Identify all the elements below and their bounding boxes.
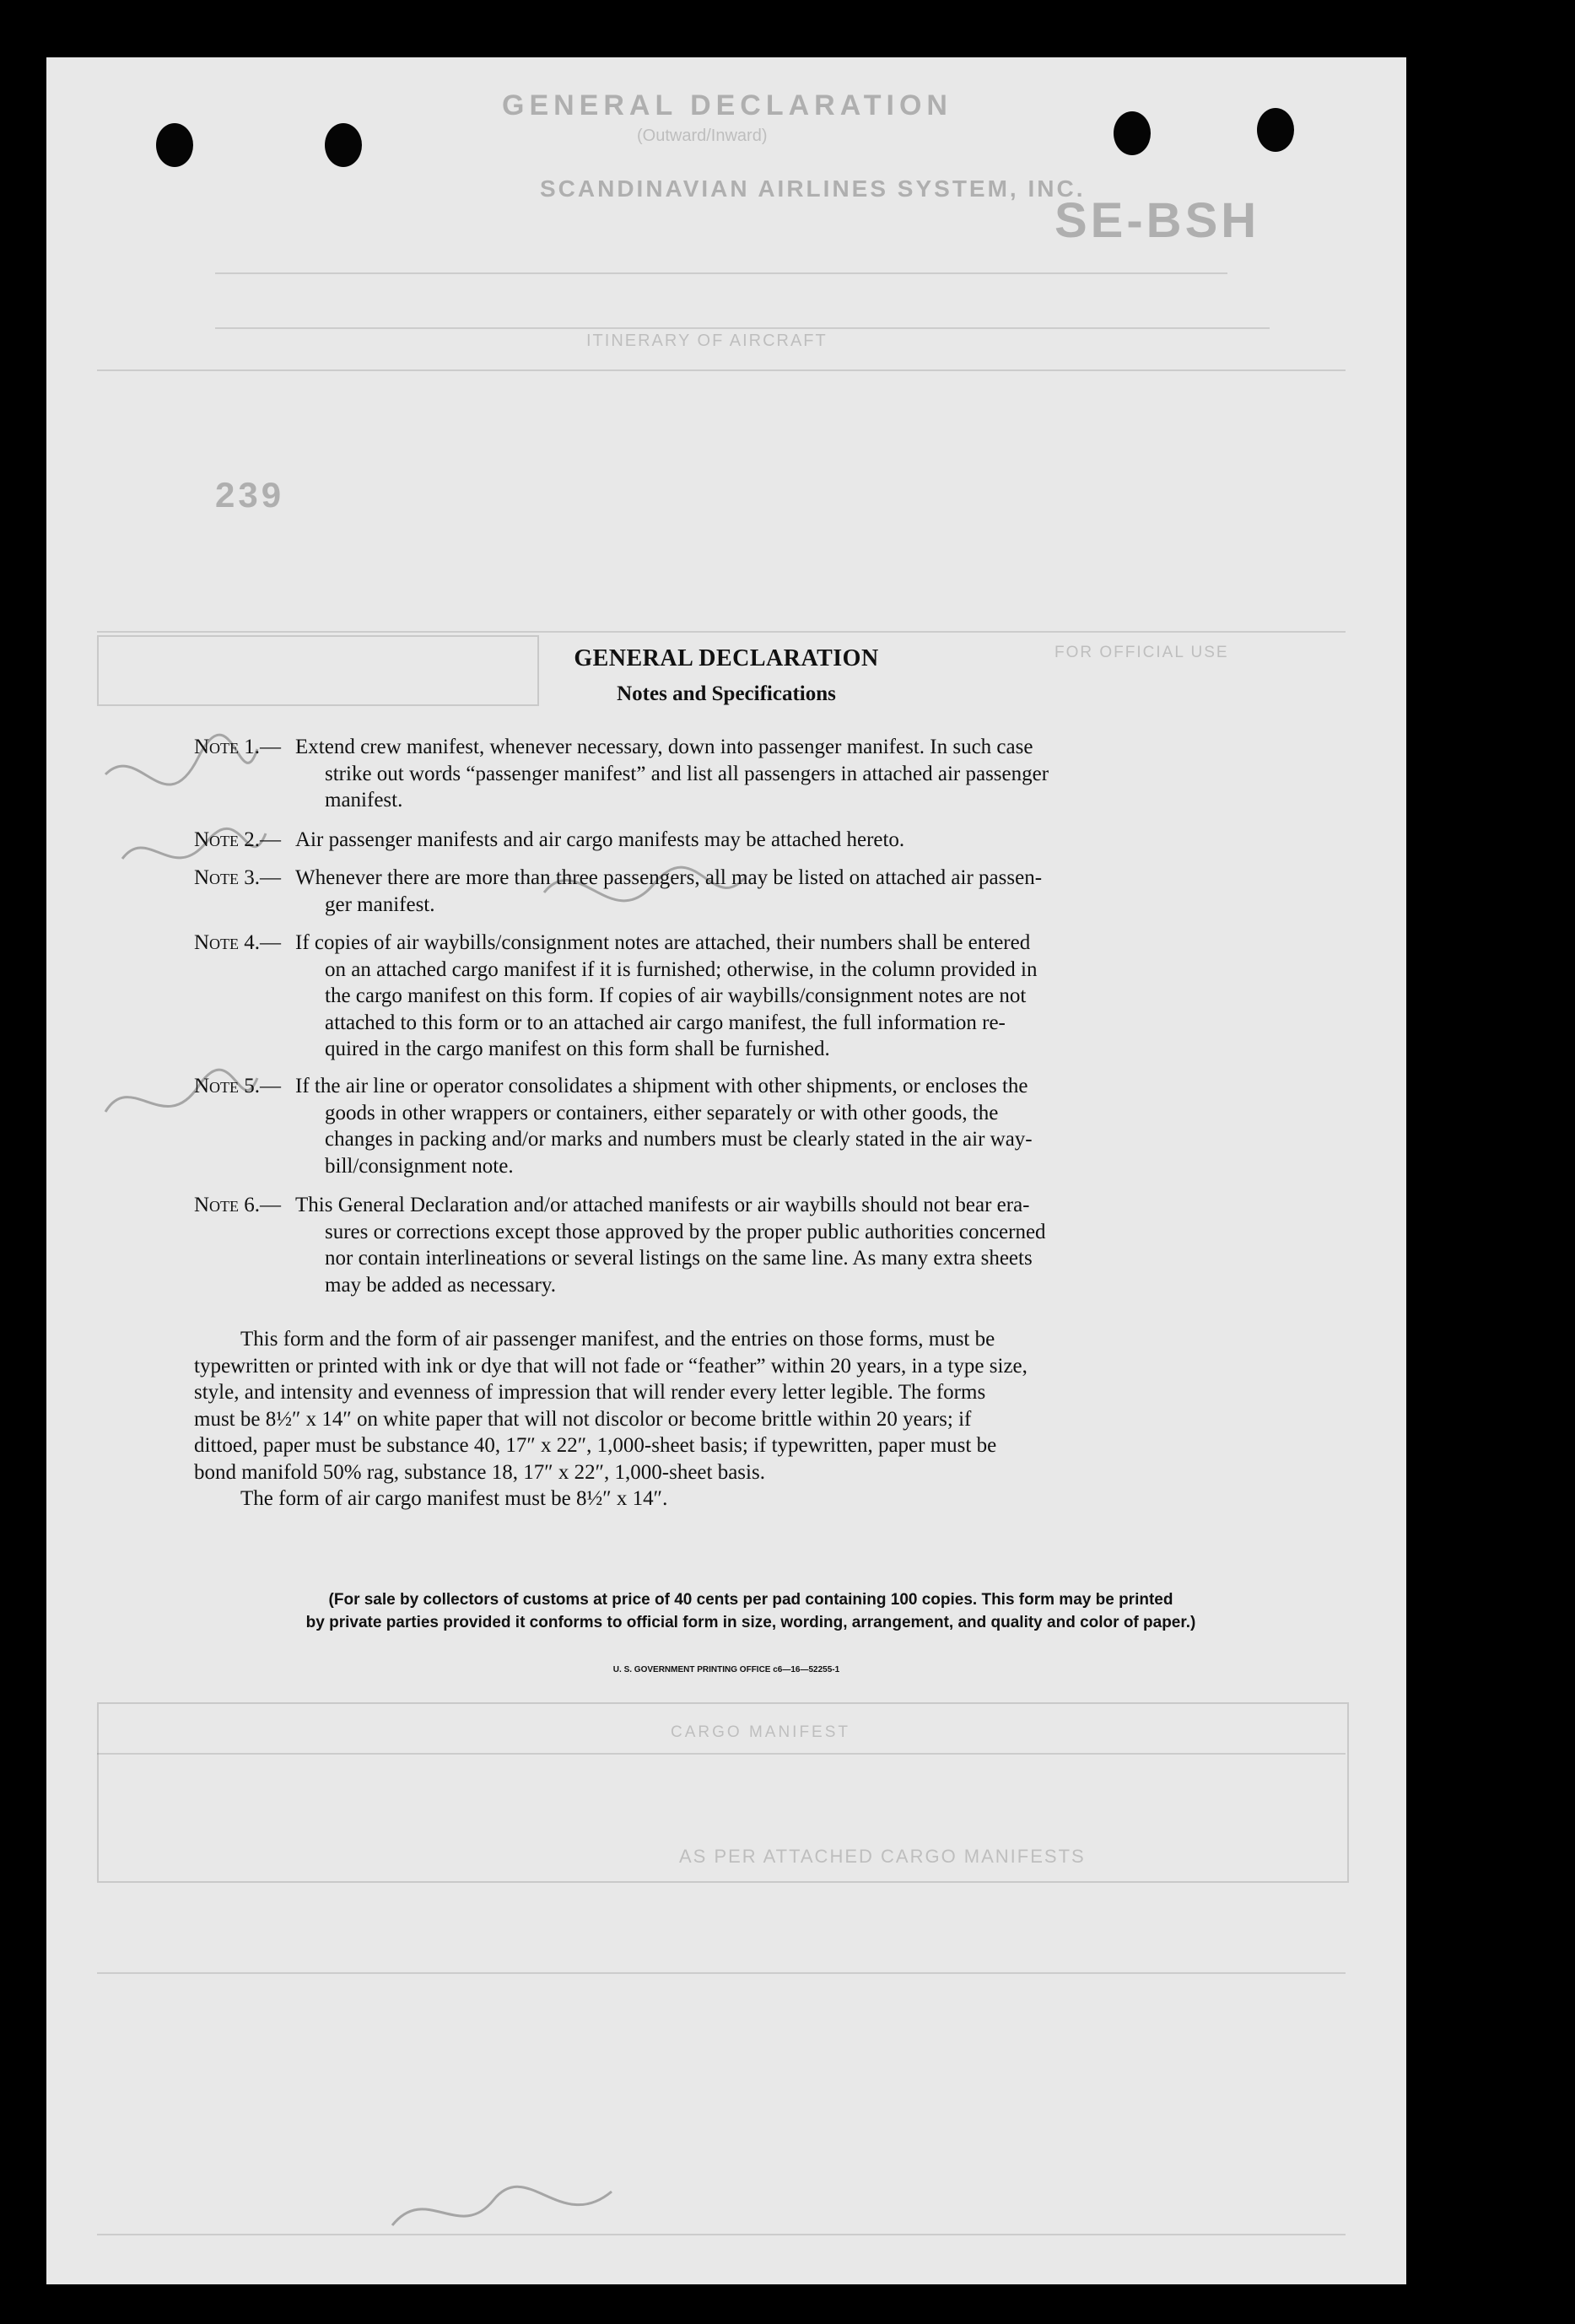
bleed-through-cargo-manifest: CARGO MANIFEST xyxy=(671,1723,851,1741)
declaration-content xyxy=(46,57,1406,2284)
note-line: This General Declaration and/or attached manifests or air waybills should not bear era- xyxy=(295,1194,1030,1216)
note-line: on an attached cargo manifest if it is furnished; otherwise, in the column provided in xyxy=(325,957,1038,981)
note-line: sures or corrections except those approved by the proper public authorities concerned xyxy=(325,1220,1046,1243)
note-label: Note 6.— xyxy=(194,1194,282,1216)
cargo-manifest-size: The form of air cargo manifest must be 8½″ x 14″. xyxy=(240,1487,668,1510)
note-line: the cargo manifest on this form. If copies of air waybills/consignment notes are not xyxy=(325,984,1027,1007)
note-label: Note 4.— xyxy=(194,931,282,954)
note-line: ger manifest. xyxy=(325,892,435,916)
paragraph-line: bond manifold 50% rag, substance 18, 17″ x 22″, 1,000-sheet basis. xyxy=(194,1460,765,1484)
note-line: nor contain interlineations or several listings on the same line. As many extra sheets xyxy=(325,1247,1033,1270)
paragraph-line: typewritten or printed with ink or dye that will not fade or “feather” within 20 years, in a type size, xyxy=(194,1354,1028,1378)
note-6 xyxy=(194,1192,1299,1298)
note-5 xyxy=(194,1073,1299,1179)
note-line: manifest. xyxy=(325,789,403,812)
note-3 xyxy=(194,865,1299,918)
note-line: attached to this form or to an attached air cargo manifest, the full information re- xyxy=(325,1011,1006,1034)
note-2 xyxy=(194,827,1299,854)
bleed-through-subtitle: (Outward/Inward) xyxy=(637,127,768,145)
bleed-through-title: GENERAL DECLARATION xyxy=(502,89,952,121)
page-title: GENERAL DECLARATION xyxy=(574,645,879,671)
bleed-through-stamp: SE-BSH xyxy=(1054,193,1260,248)
bleed-through-number: 239 xyxy=(215,475,285,515)
sale-notice xyxy=(190,1588,1312,1634)
printing-office-imprint: U. S. GOVERNMENT PRINTING OFFICE c6—16—52255-1 xyxy=(612,1665,840,1674)
note-line: strike out words “passenger manifest” and list all passengers in attached air passenger xyxy=(325,762,1049,785)
paragraph-line: This form and the form of air passenger manifest, and the entries on those forms, must be xyxy=(240,1328,995,1351)
document-sheet xyxy=(46,57,1406,2284)
sale-notice-line: (For sale by collectors of customs at price of 40 cents per pad containing 100 copies. This form may be printed xyxy=(328,1591,1173,1609)
note-line: Extend crew manifest, whenever necessary, down into passenger manifest. In such case xyxy=(295,736,1033,758)
note-line: quired in the cargo manifest on this form shall be furnished. xyxy=(325,1038,830,1060)
note-line: changes in packing and/or marks and numbers must be clearly stated in the air way- xyxy=(325,1128,1033,1151)
note-line: If the air line or operator consolidates a shipment with other shipments, or encloses the xyxy=(295,1075,1028,1097)
paragraph-line: must be 8½″ x 14″ on white paper that will not discolor or become brittle within 20 years; if xyxy=(194,1407,972,1431)
note-label: Note 3.— xyxy=(194,866,282,889)
sale-notice-line: by private parties provided it conforms to official form in size, wording, arrangement, and quality and color of paper.) xyxy=(305,1614,1196,1631)
note-line: goods in other wrappers or containers, either separately or with other goods, the xyxy=(325,1101,999,1124)
form-requirements-paragraph xyxy=(194,1326,1299,1486)
note-line: Air passenger manifests and air cargo manifests may be attached hereto. xyxy=(295,828,905,851)
note-4 xyxy=(194,930,1299,1063)
note-line: may be added as necessary. xyxy=(325,1273,556,1297)
note-line: Whenever there are more than three passengers, all may be listed on attached air passen- xyxy=(295,866,1043,889)
bleed-through-owner: SCANDINAVIAN AIRLINES SYSTEM, INC. xyxy=(540,175,1086,202)
note-label: Note 2.— xyxy=(194,828,282,851)
bleed-through-official-use: FOR OFFICIAL USE xyxy=(1054,644,1229,661)
bleed-through-itinerary: ITINERARY OF AIRCRAFT xyxy=(586,332,828,350)
paragraph-line: style, and intensity and evenness of impression that will render every letter legible. The forms xyxy=(194,1381,986,1404)
paragraph-line: dittoed, paper must be substance 40, 17″ x 22″, 1,000-sheet basis; if typewritten, paper must be xyxy=(194,1434,997,1457)
note-line: bill/consignment note. xyxy=(325,1154,514,1178)
note-1 xyxy=(194,734,1299,814)
note-label: Note 5.— xyxy=(194,1075,282,1097)
bleed-through-attached-cargo: AS PER ATTACHED CARGO MANIFESTS xyxy=(679,1846,1086,1867)
note-line: If copies of air waybills/consignment notes are attached, their numbers shall be entered xyxy=(295,931,1031,954)
note-label: Note 1.— xyxy=(194,736,282,758)
page-subtitle: Notes and Specifications xyxy=(617,682,836,705)
